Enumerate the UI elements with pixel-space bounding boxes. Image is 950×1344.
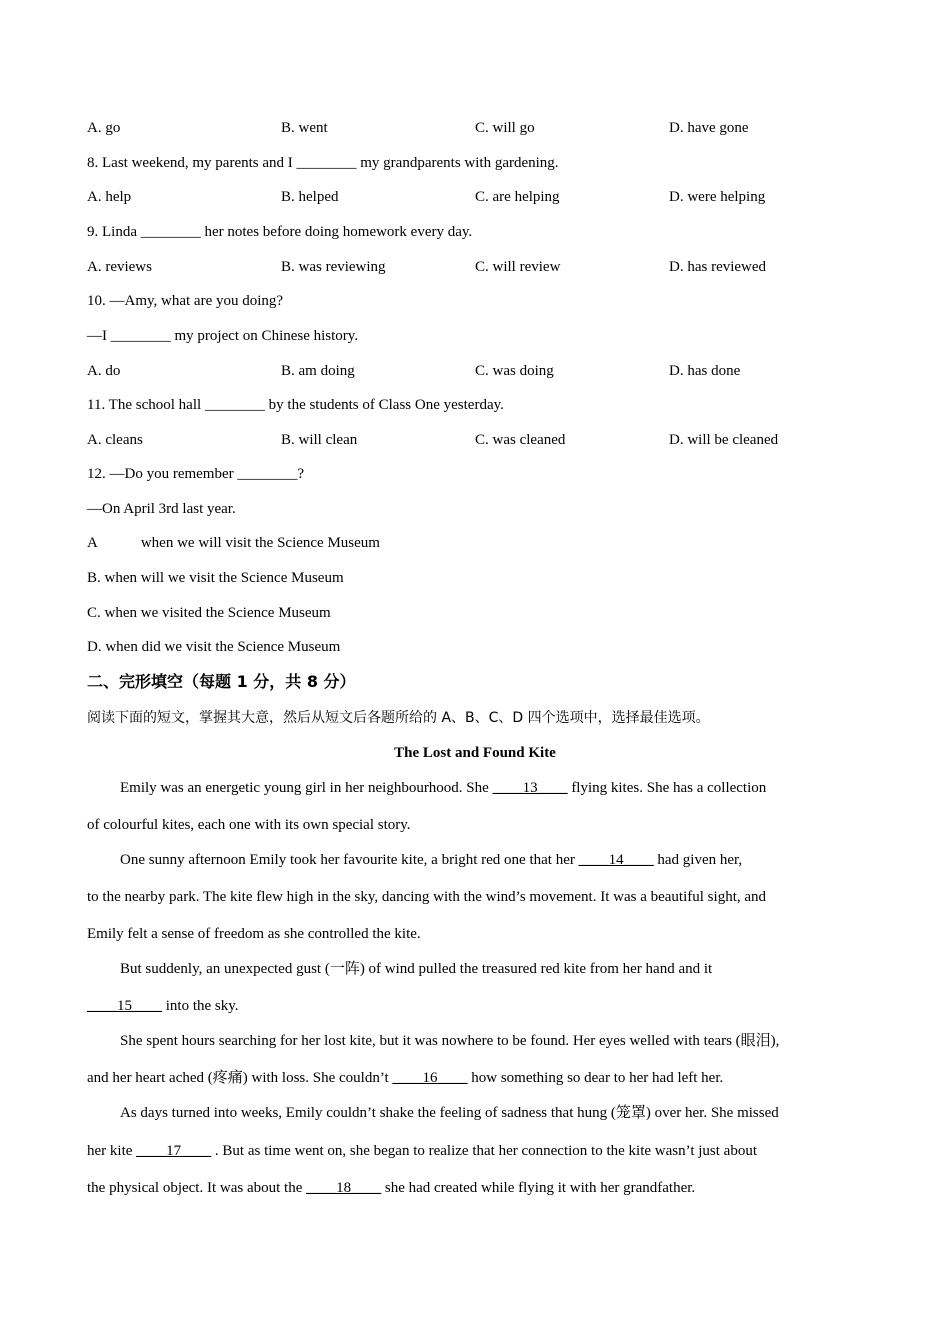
q9-option-d[interactable]: D. has reviewed	[669, 259, 767, 275]
passage-text: her kite	[87, 1143, 137, 1159]
q12-option-a[interactable]	[87, 533, 380, 553]
blank-16[interactable]: ____16____	[392, 1070, 468, 1086]
q7-option-c[interactable]: C. will go	[475, 120, 535, 136]
q10-option-b[interactable]: B. am doing	[281, 363, 355, 379]
q9-stem: 9. Linda ________ her notes before doing homework every day.	[87, 224, 473, 240]
q11-option-c[interactable]: C. was cleaned	[475, 432, 566, 448]
q11-option-a[interactable]: A. cleans	[87, 432, 143, 448]
q10-option-c[interactable]: C. was doing	[475, 363, 554, 379]
passage-line	[87, 1178, 695, 1198]
q8-option-d[interactable]: D. were helping	[669, 189, 766, 205]
q9-option-a[interactable]: A. reviews	[87, 259, 152, 275]
q12-option-c[interactable]: C. when we visited the Science Museum	[87, 605, 331, 621]
passage-line	[87, 996, 239, 1016]
blank-18[interactable]: ____18____	[306, 1180, 382, 1196]
q10-option-d[interactable]: D. has done	[669, 363, 741, 379]
q7-option-a[interactable]: A. go	[87, 120, 121, 136]
q11-option-d[interactable]: D. will be cleaned	[669, 432, 779, 448]
section-instruction: 阅读下面的短文，掌握其大意，然后从短文后各题所给的 A、B、C、D 四个选项中，选择最佳选项。	[87, 710, 710, 726]
q7-option-d[interactable]: D. have gone	[669, 120, 749, 136]
blank-15[interactable]: ____15____	[87, 998, 162, 1014]
q8-stem: 8. Last weekend, my parents and I ________ my grandparents with gardening.	[87, 155, 559, 171]
q8-option-c[interactable]: C. are helping	[475, 189, 560, 205]
passage-text: how something so dear to her had left her.	[467, 1070, 724, 1086]
passage-text: she had created while flying it with her grandfather.	[381, 1180, 696, 1196]
q7-option-b[interactable]: B. went	[281, 120, 328, 136]
q8-option-b[interactable]: B. helped	[281, 189, 339, 205]
passage-text: into the sky.	[162, 998, 239, 1014]
blank-14[interactable]: ____14____	[578, 852, 654, 868]
q10-stem: 10. —Amy, what are you doing?	[87, 293, 284, 309]
q11-option-b[interactable]: B. will clean	[281, 432, 358, 448]
q12-option-a-text: when we will visit the Science Museum	[140, 535, 380, 551]
passage-line	[120, 778, 766, 798]
passage-title: The Lost and Found Kite	[394, 745, 556, 761]
passage-text: had given her,	[653, 852, 743, 868]
q12-stem-response: —On April 3rd last year.	[87, 501, 236, 517]
passage-line: She spent hours searching for her lost kite, but it was nowhere to be found. Her eyes welled with tears (眼泪),	[120, 1033, 780, 1049]
q12-option-d[interactable]: D. when did we visit the Science Museum	[87, 639, 341, 655]
passage-text: Emily was an energetic young girl in her neighbourhood. She	[120, 780, 493, 796]
passage-line	[87, 1141, 757, 1161]
section-heading: 二、完形填空（每题 1 分，共 8 分）	[87, 672, 356, 691]
q11-stem: 11. The school hall ________ by the students of Class One yesterday.	[87, 397, 504, 413]
passage-line: Emily felt a sense of freedom as she controlled the kite.	[87, 926, 421, 942]
q10-stem-response: —I ________ my project on Chinese history.	[87, 328, 359, 344]
q10-option-a[interactable]: A. do	[87, 363, 121, 379]
q12-option-b[interactable]: B. when will we visit the Science Museum	[87, 570, 344, 586]
passage-line: As days turned into weeks, Emily couldn’t shake the feeling of sadness that hung (笼罩) over her. She missed	[120, 1105, 779, 1121]
passage-text: . But as time went on, she began to realize that her connection to the kite wasn’t just about	[211, 1143, 757, 1159]
passage-line	[87, 1068, 723, 1088]
passage-line: But suddenly, an unexpected gust (一阵) of wind pulled the treasured red kite from her hand and it	[120, 961, 713, 977]
passage-text: and her heart ached (疼痛) with loss. She couldn’t	[87, 1070, 393, 1086]
blank-17[interactable]: ____17____	[136, 1143, 212, 1159]
q9-option-b[interactable]: B. was reviewing	[281, 259, 386, 275]
q12-stem: 12. —Do you remember ________?	[87, 466, 305, 482]
passage-text: One sunny afternoon Emily took her favourite kite, a bright red one that her	[120, 852, 579, 868]
passage-line: to the nearby park. The kite flew high in the sky, dancing with the wind’s movement. It was a beautiful sight, and	[87, 889, 767, 905]
q12-option-a-letter: A	[87, 535, 98, 551]
q9-option-c[interactable]: C. will review	[475, 259, 561, 275]
passage-line	[120, 850, 742, 870]
passage-text: the physical object. It was about the	[87, 1180, 307, 1196]
blank-13[interactable]: ____13____	[492, 780, 568, 796]
passage-line: of colourful kites, each one with its own special story.	[87, 817, 411, 833]
passage-text: flying kites. She has a collection	[567, 780, 767, 796]
q8-option-a[interactable]: A. help	[87, 189, 132, 205]
